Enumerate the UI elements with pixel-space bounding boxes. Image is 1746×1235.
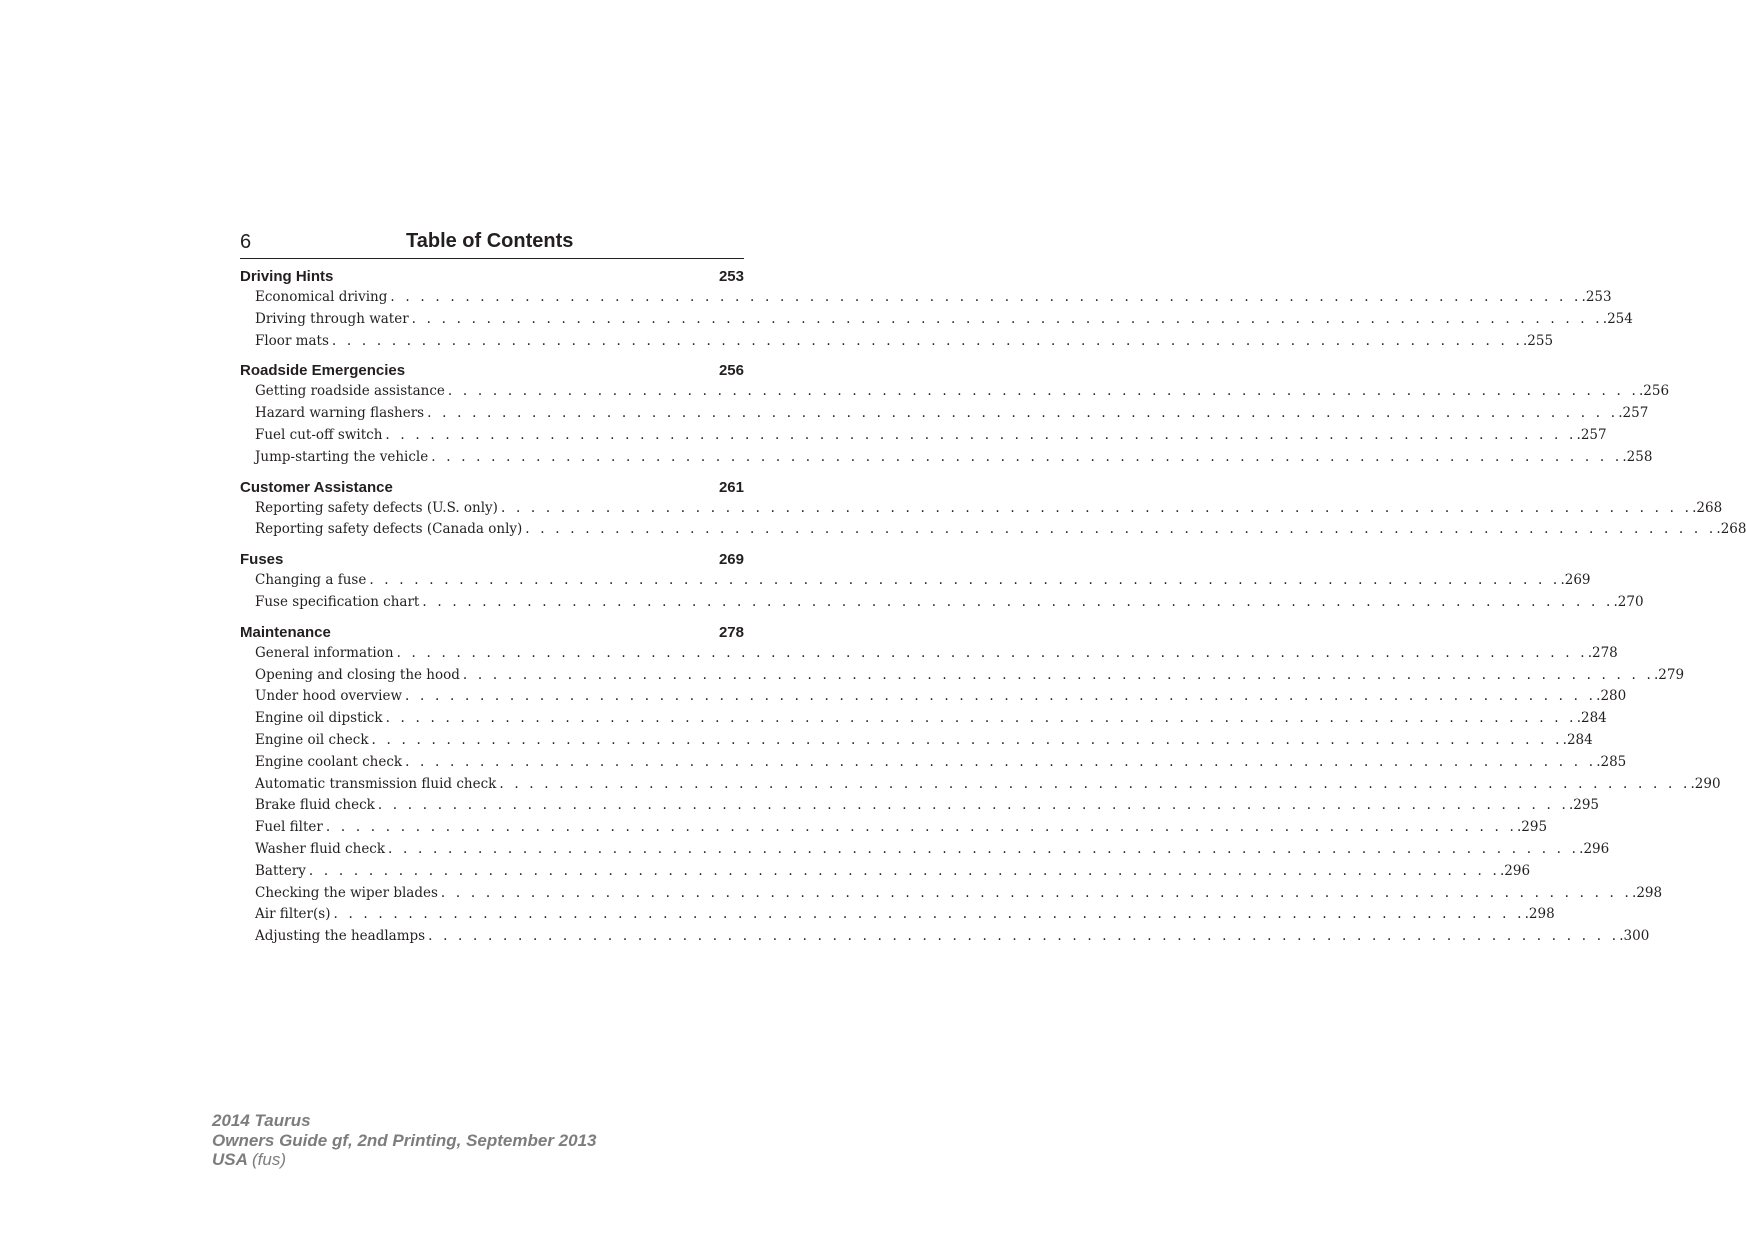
- entry-page-number: .257: [1576, 426, 1607, 443]
- dot-leader: . . . . . . . . . . . . . . . . . . . . . . . . . . . . . . . . . . . . . . . . . . . . . . . . . . . . . . . . . . . . . . . . . . . . . . . . . . . . . . . .: [390, 289, 1582, 305]
- entry-label: Reporting safety defects (U.S. only): [255, 499, 498, 516]
- entry-page-number: .285: [1596, 753, 1627, 770]
- dot-leader: . . . . . . . . . . . . . . . . . . . . . . . . . . . . . . . . . . . . . . . . . . . . . . . . . . . . . . . . . . . . . . . . . . . . . . . . . . . . . . . .: [427, 405, 1619, 422]
- entry-label: Opening and closing the hood: [255, 666, 460, 683]
- section-page-number: 261: [718, 478, 744, 496]
- entry-page-number: .254: [1602, 310, 1633, 327]
- entry-page-number: .290: [1690, 775, 1721, 792]
- dot-leader: . . . . . . . . . . . . . . . . . . . . . . . . . . . . . . . . . . . . . . . . . . . . . . . . . . . . . . . . . . . . . . . . . . . . . . . . . . . . . . . .: [333, 906, 1525, 923]
- dot-leader: . . . . . . . . . . . . . . . . . . . . . . . . . . . . . . . . . . . . . . . . . . . . . . . . . . . . . . . . . . . . . . . . . . . . . . . . . . . . . . . .: [462, 666, 1655, 683]
- section-title: Fuses: [240, 551, 284, 569]
- dot-leader: . . . . . . . . . . . . . . . . . . . . . . . . . . . . . . . . . . . . . . . . . . . . . . . . . . . . . . . . . . . . . . . . . . . . . . . . . . . . . . . .: [308, 862, 1501, 879]
- dot-leader: . . . . . . . . . . . . . . . . . . . . . . . . . . . . . . . . . . . . . . . . . . . . . . . . . . . . . . . . . . . . . . . . . . . . . . . . . . . . . . . .: [385, 426, 1577, 443]
- entry-page-number: .257: [1618, 405, 1649, 422]
- footer-country: USA: [212, 1150, 248, 1169]
- entry-label: Checking the wiper blades: [255, 884, 438, 901]
- entry-page-number: .279: [1654, 666, 1685, 683]
- entry-label: Getting roadside assistance: [255, 383, 445, 400]
- entry-label: General information: [255, 644, 394, 661]
- entry-page-number: .256: [1639, 383, 1670, 400]
- footer-region-code: (fus): [252, 1150, 286, 1169]
- toc-entry[interactable]: [240, 686, 1627, 708]
- entry-label: Engine oil check: [255, 731, 369, 748]
- toc-entry[interactable]: [240, 795, 1600, 817]
- entry-page-number: .295: [1568, 797, 1600, 814]
- dot-leader: . . . . . . . . . . . . . . . . . . . . . . . . . . . . . . . . . . . . . . . . . . . . . . . . . . . . . . . . . . . . . . . . . . . . . . . . . . . . . . . .: [405, 688, 1597, 705]
- toc-entry[interactable]: [240, 883, 1663, 905]
- document-footer: [212, 1111, 596, 1170]
- entry-page-number: .270: [1613, 593, 1644, 610]
- toc-entry[interactable]: [240, 643, 1618, 665]
- entry-label: Floor mats: [255, 332, 329, 349]
- entry-label: Under hood overview: [255, 688, 403, 705]
- entry-page-number: .298: [1632, 884, 1663, 901]
- toc-entry[interactable]: [240, 752, 1627, 774]
- entry-label: Engine oil dipstick: [255, 710, 383, 727]
- toc-section: [240, 477, 1746, 542]
- entry-label: Jump-starting the vehicle: [255, 448, 429, 465]
- page-number: 6: [240, 231, 252, 253]
- entry-label: Fuel cut-off switch: [255, 426, 383, 443]
- dot-leader: . . . . . . . . . . . . . . . . . . . . . . . . . . . . . . . . . . . . . . . . . . . . . . . . . . . . . . . . . . . . . . . . . . . . . . . . . . . . . . . .: [388, 840, 1580, 857]
- toc-entry[interactable]: [240, 904, 1555, 926]
- section-title: Driving Hints: [240, 268, 334, 285]
- entry-label: Fuel filter: [255, 819, 323, 836]
- toc-entry[interactable]: [240, 774, 1721, 796]
- section-heading[interactable]: [240, 549, 744, 570]
- dot-leader: . . . . . . . . . . . . . . . . . . . . . . . . . . . . . . . . . . . . . . . . . . . . . . . . . . . . . . . . . . . . . . . . . . . . . . . . . . . . . . . .: [428, 928, 1620, 945]
- entry-page-number: .284: [1576, 710, 1607, 727]
- entry-page-number: .255: [1523, 332, 1554, 349]
- entry-label: Automatic transmission fluid check: [255, 775, 497, 792]
- toc-entry[interactable]: [240, 665, 1685, 687]
- dot-leader: . . . . . . . . . . . . . . . . . . . . . . . . . . . . . . . . . . . . . . . . . . . . . . . . . . . . . . . . . . . . . . . . . . . . . . . . . . . . . . . .: [447, 383, 1640, 400]
- entry-label: Battery: [255, 862, 306, 879]
- entry-page-number: .280: [1596, 688, 1627, 705]
- section-heading[interactable]: [240, 477, 744, 498]
- section-heading[interactable]: [240, 360, 744, 381]
- entry-label: Driving through water: [255, 310, 409, 327]
- dot-leader: . . . . . . . . . . . . . . . . . . . . . . . . . . . . . . . . . . . . . . . . . . . . . . . . . . . . . . . . . . . . . . . . . . . . . . . . . . . . . . . .: [405, 753, 1597, 770]
- entry-page-number: .268: [1692, 499, 1723, 516]
- entry-label: Economical driving: [255, 289, 388, 305]
- dot-leader: . . . . . . . . . . . . . . . . . . . . . . . . . . . . . . . . . . . . . . . . . . . . . . . . . . . . . . . . . . . . . . . . . . . . . . . . . . . . . . . .: [440, 884, 1633, 901]
- dot-leader: . . . . . . . . . . . . . . . . . . . . . . . . . . . . . . . . . . . . . . . . . . . . . . . . . . . . . . . . . . . . . . . . . . . . . . . . . . . . . . . .: [500, 499, 1693, 516]
- toc-entry[interactable]: [240, 287, 1612, 309]
- section-title: Maintenance: [240, 623, 331, 641]
- page-title: Table of Contents: [406, 230, 574, 252]
- toc-entry[interactable]: [240, 381, 1670, 403]
- toc-entry[interactable]: [240, 839, 1610, 861]
- dot-leader: . . . . . . . . . . . . . . . . . . . . . . . . . . . . . . . . . . . . . . . . . . . . . . . . . . . . . . . . . . . . . . . . . . . . . . . . . . . . . . . .: [525, 521, 1717, 538]
- toc-entry[interactable]: [240, 519, 1746, 541]
- toc-entry[interactable]: [240, 403, 1649, 425]
- dot-leader: . . . . . . . . . . . . . . . . . . . . . . . . . . . . . . . . . . . . . . . . . . . . . . . . . . . . . . . . . . . . . . . . . . . . . . . . . . . . . . . .: [499, 775, 1691, 792]
- entry-page-number: .296: [1579, 840, 1610, 857]
- section-title: Roadside Emergencies: [240, 362, 406, 380]
- entry-label: Changing a fuse: [255, 572, 367, 589]
- toc-entry[interactable]: [240, 926, 1650, 948]
- section-page-number: 278: [718, 623, 744, 641]
- dot-leader: . . . . . . . . . . . . . . . . . . . . . . . . . . . . . . . . . . . . . . . . . . . . . . . . . . . . . . . . . . . . . . . . . . . . . . . . . . . . . . . .: [325, 819, 1517, 836]
- toc-entry[interactable]: [240, 425, 1607, 447]
- toc-entry[interactable]: [240, 730, 1593, 752]
- footer-region: [212, 1150, 596, 1170]
- entry-label: Reporting safety defects (Canada only): [255, 521, 523, 538]
- section-page-number: 269: [718, 551, 744, 569]
- entry-page-number: .295: [1516, 819, 1548, 836]
- section-page-number: 253: [718, 268, 744, 285]
- dot-leader: . . . . . . . . . . . . . . . . . . . . . . . . . . . . . . . . . . . . . . . . . . . . . . . . . . . . . . . . . . . . . . . . . . . . . . . . . . . . . . . .: [396, 644, 1588, 661]
- toc-section: [240, 360, 1670, 468]
- entry-label: Fuse specification chart: [255, 593, 420, 610]
- section-heading[interactable]: [240, 622, 744, 643]
- dot-leader: . . . . . . . . . . . . . . . . . . . . . . . . . . . . . . . . . . . . . . . . . . . . . . . . . . . . . . . . . . . . . . . . . . . . . . . . . . . . . . . .: [331, 332, 1524, 349]
- footer-model: 2014 Taurus: [212, 1111, 311, 1130]
- entry-label: Air filter(s): [255, 906, 331, 923]
- toc-entry[interactable]: [240, 331, 1554, 353]
- toc-entry[interactable]: [240, 708, 1607, 730]
- footer-edition: Owners Guide gf, 2nd Printing, September 2013: [212, 1130, 597, 1150]
- entry-label: Washer fluid check: [255, 840, 386, 857]
- entry-page-number: .298: [1524, 906, 1555, 923]
- page-header: [240, 228, 744, 259]
- entry-page-number: .258: [1622, 448, 1653, 465]
- section-page-number: 256: [718, 362, 744, 380]
- toc-section: [240, 549, 1644, 614]
- entry-page-number: .253: [1581, 289, 1612, 305]
- dot-leader: . . . . . . . . . . . . . . . . . . . . . . . . . . . . . . . . . . . . . . . . . . . . . . . . . . . . . . . . . . . . . . . . . . . . . . . . . . . . . . . .: [371, 731, 1563, 748]
- entry-page-number: .296: [1500, 862, 1531, 879]
- dot-leader: . . . . . . . . . . . . . . . . . . . . . . . . . . . . . . . . . . . . . . . . . . . . . . . . . . . . . . . . . . . . . . . . . . . . . . . . . . . . . . . .: [385, 710, 1577, 727]
- toc-entry[interactable]: [240, 861, 1531, 883]
- dot-leader: . . . . . . . . . . . . . . . . . . . . . . . . . . . . . . . . . . . . . . . . . . . . . . . . . . . . . . . . . . . . . . . . . . . . . . . . . . . . . . . .: [377, 797, 1569, 814]
- entry-label: Engine coolant check: [255, 753, 403, 770]
- toc-entry[interactable]: [240, 817, 1548, 839]
- dot-leader: . . . . . . . . . . . . . . . . . . . . . . . . . . . . . . . . . . . . . . . . . . . . . . . . . . . . . . . . . . . . . . . . . . . . . . . . . . . . . . . .: [369, 572, 1561, 589]
- dot-leader: . . . . . . . . . . . . . . . . . . . . . . . . . . . . . . . . . . . . . . . . . . . . . . . . . . . . . . . . . . . . . . . . . . . . . . . . . . . . . . . .: [431, 448, 1623, 465]
- section-title: Customer Assistance: [240, 478, 393, 496]
- toc-section: [240, 622, 1721, 948]
- dot-leader: . . . . . . . . . . . . . . . . . . . . . . . . . . . . . . . . . . . . . . . . . . . . . . . . . . . . . . . . . . . . . . . . . . . . . . . . . . . . . . . .: [411, 310, 1603, 327]
- entry-page-number: .269: [1560, 572, 1591, 589]
- entry-page-number: .284: [1562, 731, 1593, 748]
- entry-label: Adjusting the headlamps: [255, 928, 426, 945]
- toc-entry[interactable]: [240, 498, 1723, 520]
- toc-entry[interactable]: [240, 570, 1591, 592]
- toc-entry[interactable]: [240, 447, 1653, 469]
- entry-page-number: .278: [1587, 644, 1618, 661]
- entry-page-number: .300: [1619, 928, 1650, 945]
- toc-entry[interactable]: [240, 592, 1644, 614]
- section-heading[interactable]: [240, 266, 744, 287]
- entry-label: Hazard warning flashers: [255, 405, 425, 422]
- entry-label: Brake fluid check: [255, 797, 375, 814]
- table-of-contents: [240, 266, 1746, 956]
- entry-page-number: .268: [1716, 521, 1746, 538]
- toc-entry[interactable]: [240, 309, 1633, 331]
- toc-section: [240, 266, 1633, 352]
- dot-leader: . . . . . . . . . . . . . . . . . . . . . . . . . . . . . . . . . . . . . . . . . . . . . . . . . . . . . . . . . . . . . . . . . . . . . . . . . . . . . . . .: [422, 593, 1614, 610]
